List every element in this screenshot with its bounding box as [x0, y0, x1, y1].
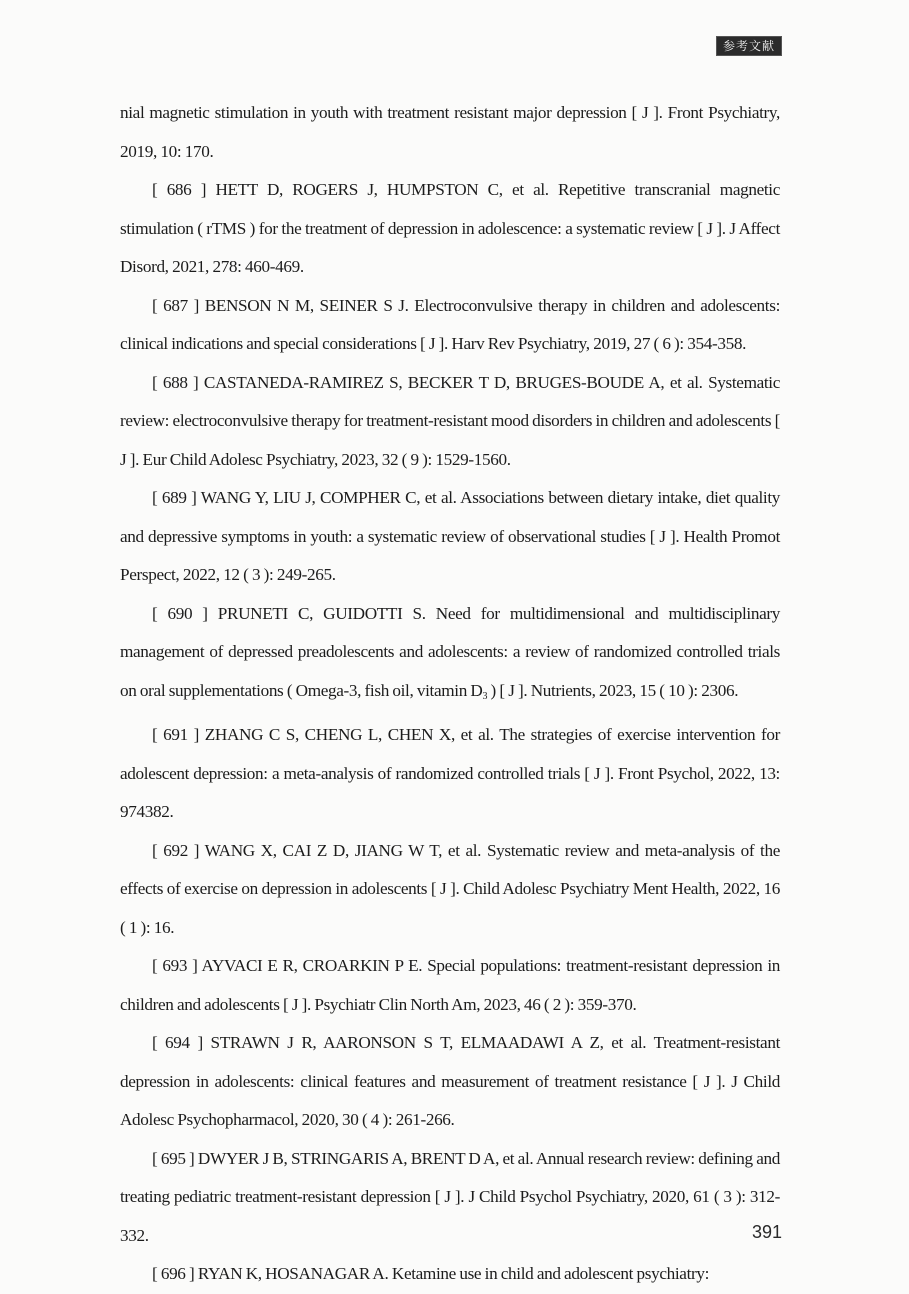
- reference-number: [ 695 ]: [152, 1148, 195, 1168]
- reference-text: BENSON N M, SEINER S J. Electroconvulsive therapy in children and adolescents: clinical indications and special considerations [ J ]. Harv Rev Psychiatry, 2019, 27 ( 6 ): 354-358.: [120, 295, 780, 353]
- reference-695: [120, 1140, 783, 1256]
- reference-text: CASTANEDA-RAMIREZ S, BECKER T D, BRUGES-BOUDE A, et al. Systematic review: electroconvulsive therapy for treatment-resistant mood disorders in children and adolescents [ J ]. Eur Child Adolesc Psychiatry, 2023, 32 ( 9 ): 1529-1560.: [120, 372, 780, 469]
- reference-number: [ 689 ]: [152, 488, 197, 507]
- reference-689: [120, 479, 780, 595]
- section-badge: 参考文献: [716, 36, 782, 56]
- reference-text: RYAN K, HOSANAGAR A. Ketamine use in child and adolescent psychiatry:: [194, 1264, 710, 1283]
- reference-696: [120, 1255, 780, 1294]
- reference-text: DWYER J B, STRINGARIS A, BRENT D A, et al. Annual research review: defining and treating pediatric treatment-resistant depression [ J ]. J Child Psychol Psychiatry, 2020, 61 ( 3 ): 312-332.: [120, 1148, 780, 1245]
- reference-text: PRUNETI C, GUIDOTTI S. Need for multidimensional and multidisciplinary management of depressed preadolescents and adolescents: a review of randomized controlled trials on oral supplementations ( Omega-3, fish oil, vitamin D: [120, 603, 781, 700]
- reference-number: [ 686 ]: [152, 180, 207, 199]
- reference-continued: [120, 94, 780, 171]
- reference-686: [120, 171, 780, 287]
- reference-number: [ 692 ]: [152, 840, 200, 860]
- reference-number: [ 691 ]: [152, 725, 199, 744]
- reference-694: [120, 1024, 780, 1140]
- reference-list: [120, 94, 783, 1294]
- reference-number: [ 693 ]: [152, 956, 198, 975]
- reference-text: AYVACI E R, CROARKIN P E. Special populations: treatment-resistant depression in children and adolescents [ J ]. Psychiatr Clin North Am, 2023, 46 ( 2 ): 359-370.: [120, 956, 780, 1014]
- reference-text: WANG Y, LIU J, COMPHER C, et al. Associations between dietary intake, diet quality and depressive symptoms in youth: a systematic review of observational studies [ J ]. Health Promot Perspect, 2022, 12 ( 3 ): 249-265.: [120, 488, 780, 584]
- reference-688: [120, 364, 780, 480]
- reference-number: [ 696 ]: [152, 1264, 195, 1283]
- reference-text-end: ) [ J ]. Nutrients, 2023, 15 ( 10 ): 2306.: [487, 680, 739, 700]
- subscript: 3: [482, 690, 488, 702]
- reference-692: [120, 832, 780, 948]
- reference-number: [ 690 ]: [152, 603, 208, 623]
- reference-text: ZHANG C S, CHENG L, CHEN X, et al. The strategies of exercise intervention for adolescent depression: a meta-analysis of randomized controlled trials [ J ]. Front Psychol, 2022, 13: 974382.: [120, 725, 781, 821]
- reference-number: [ 687 ]: [152, 295, 199, 315]
- reference-text: WANG X, CAI Z D, JIANG W T, et al. Systematic review and meta-analysis of the effects of exercise on depression in adolescents [ J ]. Child Adolesc Psychiatry Ment Health, 2022, 16 ( 1 ): 16.: [120, 840, 780, 937]
- reference-text: STRAWN J R, AARONSON S T, ELMAADAWI A Z, et al. Treatment-resistant depression in adolescents: clinical features and measurement of treatment resistance [ J ]. J Child Adolesc Psychopharmacol, 2020, 30 ( 4 ): 261-266.: [120, 1033, 780, 1129]
- page-number: 391: [752, 1222, 783, 1242]
- reference-690: [120, 595, 780, 717]
- reference-number: [ 694 ]: [152, 1033, 203, 1052]
- reference-693: [120, 947, 780, 1024]
- reference-text: HETT D, ROGERS J, HUMPSTON C, et al. Repetitive transcranial magnetic stimulation ( rTMS ) for the treatment of depression in adolescence: a systematic review [ J ]. J Affect Disord, 2021, 278: 460-469.: [120, 180, 780, 276]
- reference-691: [120, 716, 780, 832]
- reference-number: [ 688 ]: [152, 372, 199, 392]
- reference-687: [120, 287, 780, 364]
- reference-text: nial magnetic stimulation in youth with treatment resistant major depression [ J ]. Front Psychiatry, 2019, 10: 170.: [120, 103, 780, 161]
